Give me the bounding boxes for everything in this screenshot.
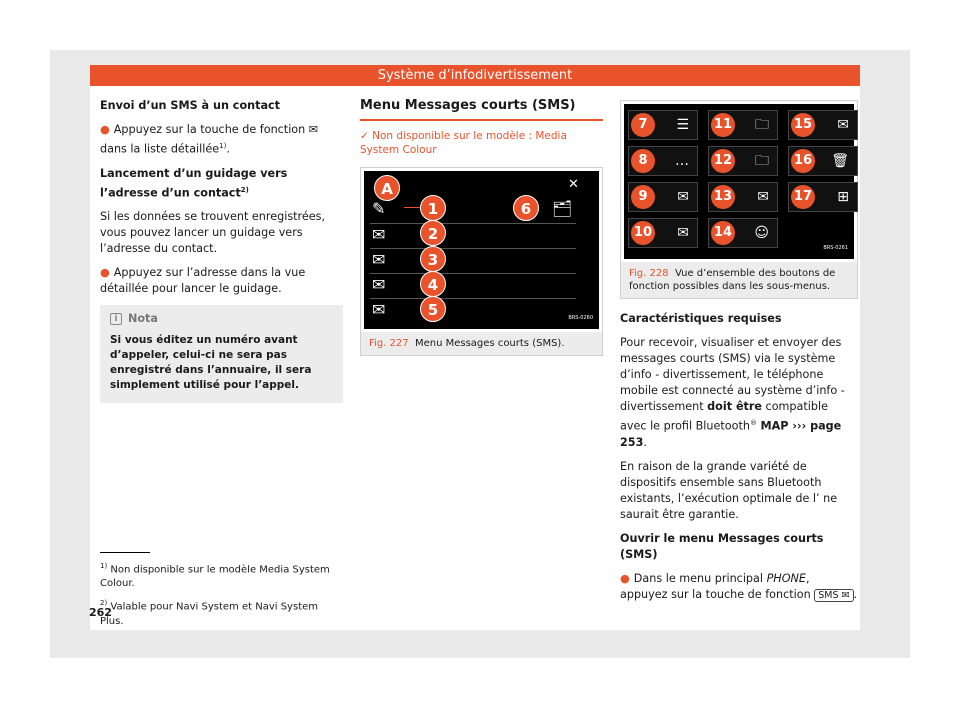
page-header: Système d’infodivertissement	[90, 65, 860, 86]
heading-send-sms: Envoi d’un SMS à un contact	[100, 99, 280, 112]
keypad-icon: ⊞	[837, 189, 849, 205]
tile-12: 12 🗀	[708, 146, 778, 176]
callout-a: A	[374, 175, 400, 201]
bullet-icon: ●	[100, 123, 110, 136]
tile-10: 10 ✉	[628, 218, 698, 248]
sent-icon: ✉	[372, 275, 386, 294]
envelope-icon: ✉	[308, 123, 319, 136]
folder-icon: 🗂	[552, 199, 573, 218]
heading-requirements: Caractéristiques requises	[620, 312, 782, 325]
drafts-icon: ✉	[372, 300, 386, 319]
sms-menu-screen	[364, 171, 599, 329]
tile-13: 13 ✉	[708, 182, 778, 212]
tile-14: 14 ☺	[708, 218, 778, 248]
figure-code: BRS-0260	[566, 310, 595, 326]
bullet-send-sms: ● Appuyez sur la touche de fonction ✉ dans la liste détaillée$^{1)}$.	[100, 123, 319, 156]
column-middle	[360, 98, 603, 356]
tile-15: 15 ✉	[788, 110, 858, 140]
footnote-rule	[100, 552, 150, 553]
forward-icon: ✉	[677, 189, 689, 205]
tile-16: 16 🗑	[788, 146, 858, 176]
delete-icon: 🗑	[831, 153, 849, 169]
bullet-icon: ●	[620, 571, 630, 585]
nota-title: i Nota	[110, 311, 333, 327]
nota-box	[100, 305, 343, 403]
bullet-icon: ●	[100, 266, 110, 280]
callout-6: 6	[513, 195, 539, 221]
divider	[370, 248, 576, 249]
close-icon: ✕	[568, 177, 579, 192]
folder-sort-icon: 🗀	[755, 153, 769, 169]
page-number: 262	[89, 606, 112, 619]
divider	[370, 223, 576, 224]
footnotes	[100, 552, 343, 629]
column-right	[620, 100, 858, 612]
footnote-2: $^{2)}$ Valable pour Navi System et Navi System Plus.	[100, 599, 319, 627]
callout-1: 1	[420, 195, 446, 221]
outbox-icon: ✉	[372, 250, 386, 269]
divider	[370, 298, 576, 299]
figure-caption: Fig. 227 Menu Messages courts (SMS).	[361, 332, 602, 355]
message-icon: ☰	[676, 117, 689, 133]
compose-icon: ✎	[372, 199, 386, 218]
figure-228	[620, 100, 858, 299]
reply-icon: ✉	[677, 225, 689, 241]
tile-11: 11 🗀	[708, 110, 778, 140]
contact-message-icon: ✉	[757, 189, 769, 205]
callout-4: 4	[420, 271, 446, 297]
info-icon: i	[110, 313, 122, 325]
footnote-1: $^{1)}$ Non disponible sur le modèle Media System Colour.	[100, 562, 330, 590]
envelope-icon: ✉	[841, 589, 850, 601]
callout-3: 3	[420, 246, 446, 272]
paragraph-requirements: Pour recevoir, visualiser et envoyer des messages courts (SMS) via le système d’info - divertissement, le téléphone mobile est connecté au système d’info - divertissement doit être compatible avec le profil Bluetooth® MAP ››› page 253.	[620, 336, 845, 449]
function-buttons-screen	[624, 104, 854, 259]
callout-5: 5	[420, 296, 446, 322]
sms-key: SMS ✉	[814, 589, 853, 602]
folder-sort-icon: 🗀	[755, 117, 769, 133]
availability-note: ✓ Non disponible sur le modèle : Media System Colour	[360, 130, 567, 156]
figure-227	[360, 167, 603, 356]
add-contact-icon: ☺	[754, 225, 769, 241]
figure-caption: Fig. 228 Vue d’ensemble des boutons de fonction possibles dans les sous-menus.	[621, 262, 857, 298]
tile-8: 8 …	[628, 146, 698, 176]
manual-page	[90, 65, 860, 630]
bullet-guidance: ● Appuyez sur l’adresse dans la vue détaillée pour lancer le guidage.	[100, 266, 306, 296]
column-left	[100, 98, 343, 403]
page-link[interactable]: MAP ››› page 253	[620, 419, 842, 449]
heading-open-menu: Ouvrir le menu Messages courts (SMS)	[620, 531, 824, 561]
check-icon: ✓	[360, 130, 373, 142]
callout-2: 2	[420, 220, 446, 246]
tile-9: 9 ✉	[628, 182, 698, 212]
message-list-icon: ✉	[837, 117, 849, 133]
inbox-icon: ✉	[372, 225, 386, 244]
paragraph-compat: En raison de la grande variété de dispositifs ensemble sans Bluetooth existants, l’exécution optimale de l’ ne saurait être garantie.	[620, 459, 838, 521]
divider	[370, 273, 576, 274]
tile-17: 17 ⊞	[788, 182, 858, 212]
nota-text: Si vous éditez un numéro avant d’appeler, celui-ci ne sera pas enregistré dans l’annuaire, il sera simplement utilisé pour l’appel.	[110, 334, 312, 392]
figure-code: BRS-0261	[821, 240, 850, 256]
paragraph-guidance: Si les données se trouvent enregistrées, vous pouvez lancer un guidage vers l’adresse du contact.	[100, 210, 326, 256]
section-title: Menu Messages courts (SMS)	[360, 98, 603, 121]
tile-7: 7 ☰	[628, 110, 698, 140]
heading-guidance: Lancement d’un guidage vers l’adresse d’un contact$^{2)}$	[100, 166, 288, 200]
bullet-open-menu: ● Dans le menu principal PHONE, appuyez sur la touche de fonction SMS ✉ .	[620, 571, 858, 601]
more-icon: …	[675, 153, 689, 169]
